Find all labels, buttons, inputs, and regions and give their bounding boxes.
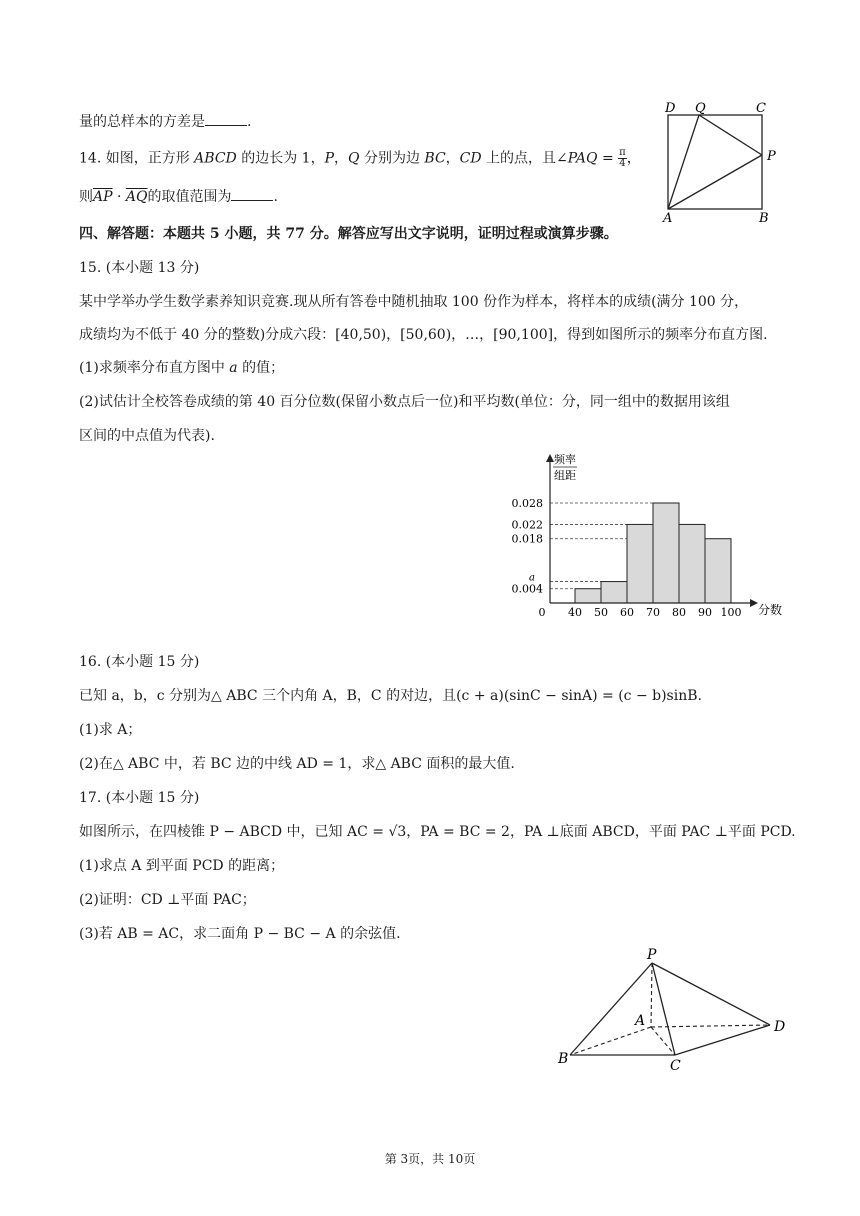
x-tick-label: 90 — [698, 606, 712, 619]
q17-sub3: (3)若 AB = AC，求二面角 P − BC − A 的余弦值. — [79, 926, 401, 942]
q14-text: 的边长为 1， — [236, 150, 325, 167]
q14-line2 — [79, 187, 278, 207]
q14-text: 14. 如图，正方形 — [79, 150, 195, 167]
vector-ap: $\overline{AP}$ — [93, 189, 113, 205]
q14-text: ， — [334, 150, 349, 167]
q14-side-cd: CD — [459, 150, 482, 167]
histogram-bar — [575, 589, 601, 603]
x-tick-label: 50 — [594, 606, 608, 619]
x-tick-label: 70 — [646, 606, 660, 619]
edge-pd — [652, 963, 770, 1025]
q15-sub2-line1: (2)试估计全校答卷成绩的第 40 百分位数(保留小数点后一位)和平均数(单位：分，同一组中的数据用该组 — [79, 394, 730, 410]
q13-tail: 量的总样本的方差是 . — [79, 114, 252, 130]
edge-ad-hidden — [651, 1025, 770, 1027]
section-heading: 四、解答题：本题共 5 小题，共 77 分。解答应写出文字说明，证明过程或演算步骤。 — [79, 226, 618, 242]
q14-text: 上的点，且∠ — [481, 150, 568, 167]
label-q: Q — [695, 101, 706, 116]
y-tick-label: 0.004 — [511, 582, 543, 596]
y-axis-label-numerator: 频率 — [554, 453, 576, 466]
q14-side-bc: BC — [424, 150, 446, 167]
q14-text: 的取值范围为 — [147, 189, 232, 205]
y-tick-label: 0.028 — [511, 497, 543, 510]
q16-paragraph: 已知 a，b，c 分别为△ ABC 三个内角 A，B，C 的对边，且(c + a)(sinC − sinA) = (c − b)sinB. — [79, 688, 702, 704]
histogram-bars — [575, 503, 731, 603]
x-tick-label: 0 — [538, 606, 546, 619]
variable-a: a — [229, 360, 238, 376]
vector-aq: $\overline{AQ}$ — [125, 189, 148, 205]
histogram-bar — [653, 503, 679, 603]
label-a: A — [635, 1013, 646, 1029]
q14-text: . — [273, 189, 278, 205]
q15-sub2-line2: 区间的中点值为代表). — [79, 428, 215, 444]
histogram-bar — [601, 582, 627, 603]
label-c: C — [670, 1058, 681, 1074]
histogram-bar — [679, 524, 705, 603]
q15-sub1 — [79, 358, 284, 378]
q16-sub2: (2)在△ ABC 中，若 BC 边的中线 AD = 1，求△ ABC 面积的最大值. — [79, 756, 515, 772]
q14-text: = — [597, 150, 619, 167]
segment-ap — [668, 155, 762, 209]
q15-text: 的值； — [237, 360, 285, 376]
edge-cd — [675, 1025, 770, 1055]
label-a: A — [663, 211, 673, 223]
pyramid-figure — [555, 945, 800, 1075]
label-p: P — [767, 149, 776, 164]
y-tick-label: a — [529, 572, 535, 584]
histogram-bar — [627, 524, 653, 603]
q14-point-q: Q — [348, 150, 360, 167]
q14-text: ， — [626, 150, 641, 167]
label-b: B — [558, 1051, 569, 1067]
frac-num: π — [619, 147, 626, 158]
label-d: D — [774, 1019, 786, 1035]
x-tick-label: 60 — [620, 606, 634, 619]
pi-over-four-fraction — [618, 148, 627, 169]
edge-pc — [652, 963, 675, 1055]
q17-sub2: (2)证明：CD ⊥平面 PAC； — [79, 892, 256, 908]
frequency-histogram — [495, 448, 785, 620]
histogram-bar — [705, 539, 731, 603]
q13-tail-text: 量的总样本的方差是 — [79, 114, 205, 130]
x-tick-label: 100 — [720, 606, 742, 619]
segment-qp — [699, 115, 762, 155]
dot-operator: · — [112, 189, 126, 205]
q14-angle: PAQ — [567, 150, 598, 167]
x-axis-label: 分数 — [758, 603, 783, 617]
q17-paragraph: 如图所示，在四棱锥 P − ABCD 中，已知 AC = √3，PA = BC = 2，PA ⊥底面 ABCD，平面 PAC ⊥平面 PCD. — [79, 824, 796, 840]
q14-square: ABCD — [194, 150, 237, 167]
label-b: B — [759, 211, 769, 223]
frac-den: 4 — [619, 158, 626, 169]
y-tick-label: 0.022 — [511, 518, 543, 532]
q14-line1 — [79, 148, 641, 169]
y-axis-arrow — [546, 454, 554, 462]
q14-text: ， — [445, 150, 460, 167]
x-tick-label: 80 — [672, 606, 686, 619]
y-axis-label-denominator: 组距 — [554, 469, 576, 482]
q15-header: 15. (本小题 13 分) — [79, 260, 200, 276]
segment-aq — [668, 115, 699, 209]
q14-text: 则 — [79, 189, 93, 205]
page-footer: 第 3页，共 10页 — [384, 1152, 476, 1166]
label-c: C — [756, 101, 766, 116]
q16-header: 16. (本小题 15 分) — [79, 654, 200, 670]
label-p: P — [647, 947, 657, 963]
q15-paragraph-1: 某中学举办学生数学素养知识竞赛.现从所有答卷中随机抽取 100 份作为样本，将样本的成绩(满分 100 分， — [79, 294, 749, 310]
y-tick-label: 0.018 — [511, 532, 543, 546]
edge-pa-hidden — [651, 963, 652, 1027]
answer-blank — [231, 188, 273, 201]
q14-point-p: P — [324, 150, 335, 167]
label-d: D — [665, 101, 676, 116]
answer-blank — [205, 113, 247, 126]
square-abcd — [668, 115, 762, 209]
q16-sub1: (1)求 A； — [79, 722, 142, 738]
x-tick-label: 40 — [568, 606, 582, 619]
q17-header: 17. (本小题 15 分) — [79, 790, 200, 806]
x-axis-arrow — [750, 599, 758, 607]
square-figure — [655, 98, 785, 223]
q15-text: (1)求频率分布直方图中 — [79, 360, 230, 376]
q14-text: 分别为边 — [359, 150, 425, 167]
q17-sub1: (1)求点 A 到平面 PCD 的距离； — [79, 858, 285, 874]
q15-paragraph-2: 成绩均为不低于 40 分的整数)分成六段：[40,50)，[50,60)，…，[90,100]，得到如图所示的频率分布直方图. — [79, 327, 768, 343]
